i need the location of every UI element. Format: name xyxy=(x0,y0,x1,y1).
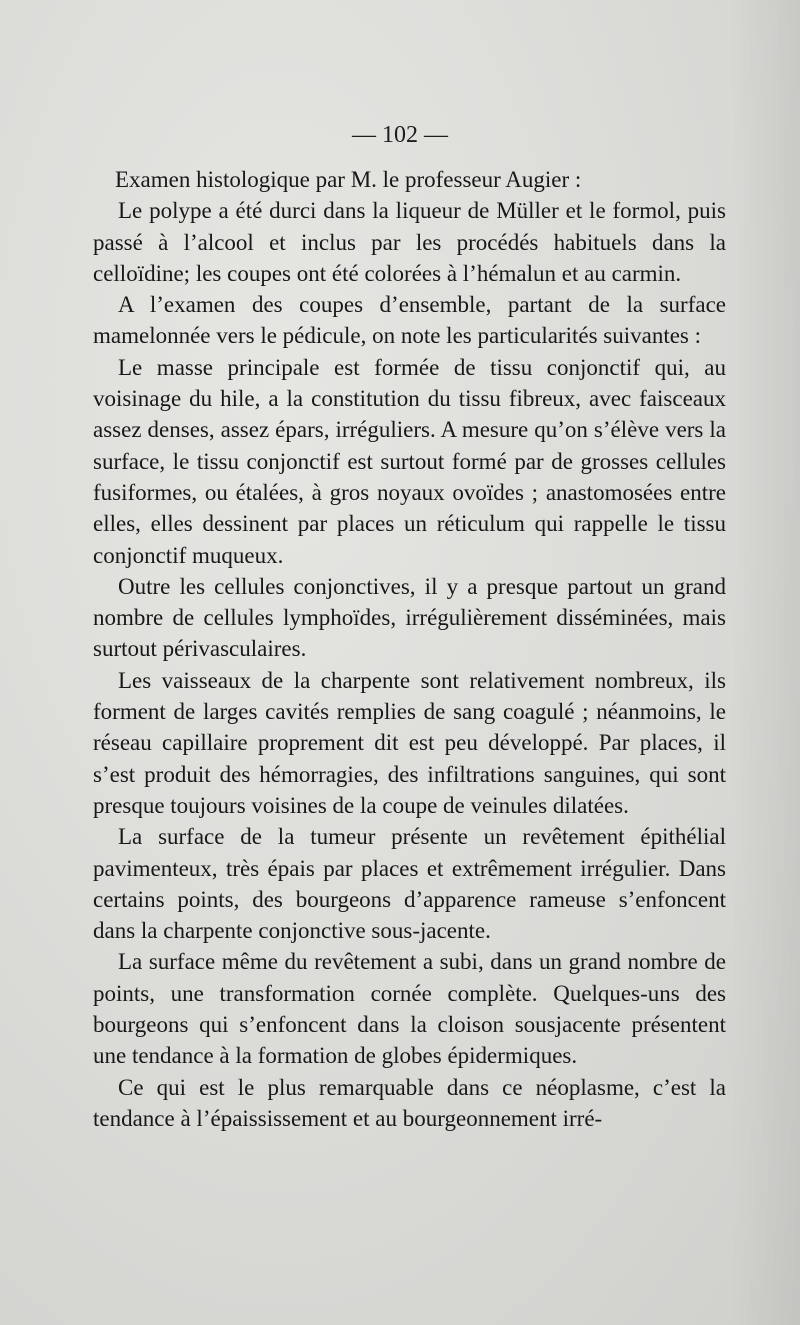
body-text xyxy=(93,164,726,1134)
paragraph-1: Le polype a été durci dans la liqueur de Müller et le formol, puis passé à l’alcool et inclus par les procédés habituels dans la celloïdine; les coupes ont été colorées à l’hémalun et au carmin. xyxy=(93,198,726,286)
paragraph-8: Ce qui est le plus remarquable dans ce néoplasme, c’est la tendance à l’épaississement et au bourgeonnement irré- xyxy=(93,1074,726,1131)
paragraph-6: La surface de la tumeur présente un revêtement épithélial pavimenteux, très épais par places et extrêmement irrégulier. Dans certains points, des bourgeons d’apparence rameuse s’enfoncent dans la charpente conjonctive sous-jacente. xyxy=(93,824,726,944)
paragraph-2: A l’examen des coupes d’ensemble, partant de la surface mamelonnée vers le pédicule, on note les particularités suivantes : xyxy=(93,292,726,349)
paragraph-5: Les vaisseaux de la charpente sont relativement nombreux, ils forment de larges cavités remplies de sang coagulé ; néanmoins, le réseau capillaire proprement dit est peu développé. Par places, il s’est produit des hémorragies, des infiltrations sanguines, qui sont presque toujours voisines de la coupe de veinules dilatées. xyxy=(93,667,726,818)
page-number: — 102 — xyxy=(352,122,448,148)
paragraph-7: La surface même du revêtement a subi, dans un grand nombre de points, une transformation cornée complète. Quelques-uns des bourgeons qui s’enfoncent dans la cloison sousjacente présentent une tendance à la formation de globes épidermiques. xyxy=(93,949,726,1069)
paragraph-4: Outre les cellules conjonctives, il y a presque partout un grand nombre de cellules lymphoïdes, irrégulièrement disséminées, mais surtout périvasculaires. xyxy=(93,573,726,662)
paragraph-3: Le masse principale est formée de tissu conjonctif qui, au voisinage du hile, a la constitution du tissu fibreux, avec faisceaux assez denses, assez épars, irréguliers. A mesure qu’on s’élève vers la surface, le tissu conjonctif est surtout formé par de grosses cellules fusiformes, ou étalées, à gros noyaux ovoïdes ; anastomosées entre elles, elles dessinent par places un réticulum qui rappelle le tissu conjonctif muqueux. xyxy=(93,354,726,568)
section-heading: Examen histologique par M. le professeur Augier : xyxy=(115,167,582,192)
